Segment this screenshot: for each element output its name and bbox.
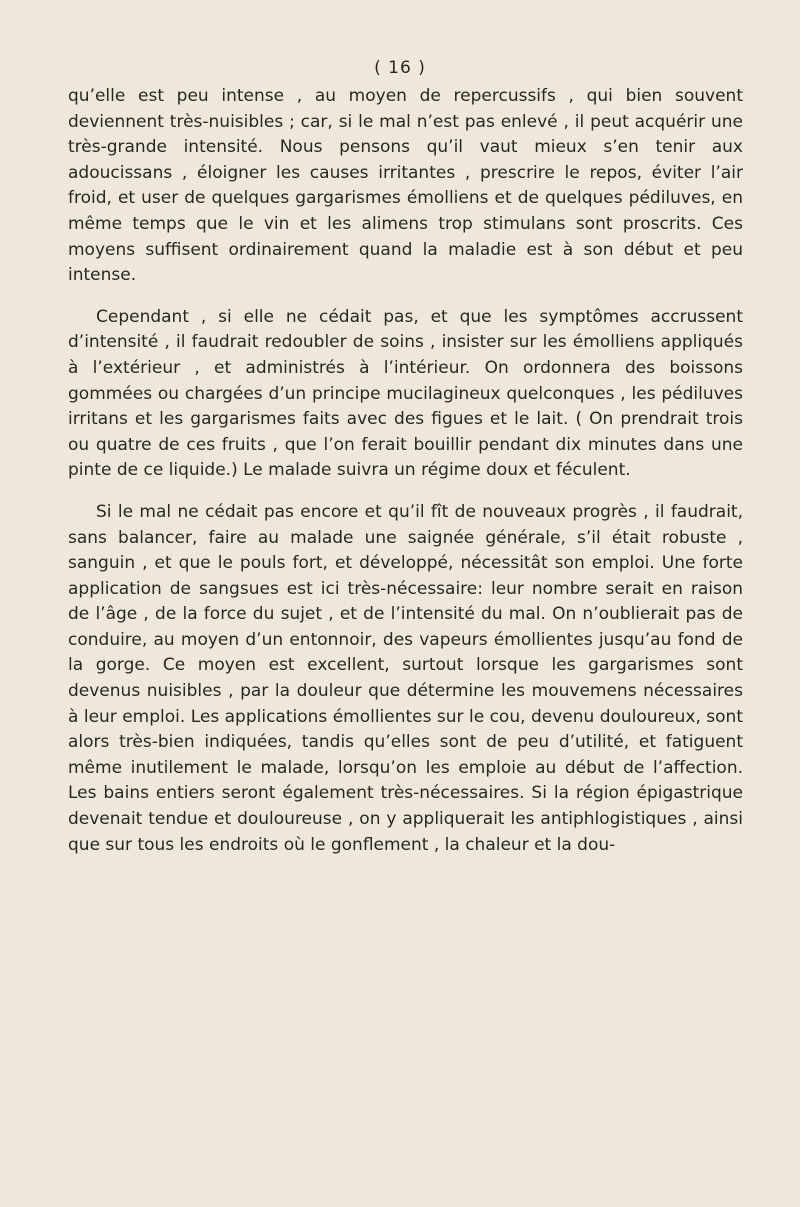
paragraph-1: qu’elle est peu intense , au moyen de repercussifs , qui bien souvent deviennent très-nuisibles ; car, si le mal n’est pas enlevé , il peut acquérir une très-grande intensité. Nous pensons qu’il vaut mieux s’en tenir aux adoucissans , éloigner les causes irritantes , prescrire le repos, éviter l’air froid, et user de quelques gargarismes émolliens et de quelques pédiluves, en même temps que le vin et les alimens trop stimulans sont proscrits. Ces moyens suffisent ordinairement quand la maladie est à son début et peu intense. xyxy=(68,86,743,286)
body-text xyxy=(68,84,743,858)
page-number: ( 16 ) xyxy=(374,58,426,78)
paragraph-3: Si le mal ne cédait pas encore et qu’il fît de nouveaux progrès , il faudrait, sans balancer, faire au malade une saignée générale, s’il était robuste , sanguin , et que le pouls fort, et développé, nécessitât son emploi. Une forte application de sangsues est ici très-nécessaire: leur nombre serait en raison de l’âge , de la force du sujet , et de l’intensité du mal. On n’oublierait pas de conduire, au moyen d’un entonnoir, des vapeurs émollientes jusqu’au fond de la gorge. Ce moyen est excellent, surtout lorsque les gargarismes sont devenus nuisibles , par la douleur que détermine les mouvemens nécessaires à leur emploi. Les applications émollientes sur le cou, devenu douloureux, sont alors très-bien indiquées, tandis qu’elles sont de peu d’utilité, et fatiguent même inutilement le malade, lorsqu’on les emploie au début de l’affection. Les bains entiers seront également très-nécessaires. Si la région épigastrique devenait tendue et douloureuse , on y appliquerait les antiphlogistiques , ainsi que sur tous les endroits où le gonflement , la chaleur et la dou- xyxy=(68,501,743,855)
paragraph-2: Cependant , si elle ne cédait pas, et que les symptômes accrussent d’intensité , il faudrait redoubler de soins , insister sur les émolliens appliqués à l’extérieur , et administrés à l’intérieur. On ordonnera des boissons gommées ou chargées d’un principe mucilagineux quelconques , les pédiluves irritans et les gargarismes faits avec des figues et le lait. ( On prendrait trois ou quatre de ces fruits , que l’on ferait bouillir pendant dix minutes dans une pinte de ce liquide.) Le malade suivra un régime doux et féculent. xyxy=(68,306,743,481)
